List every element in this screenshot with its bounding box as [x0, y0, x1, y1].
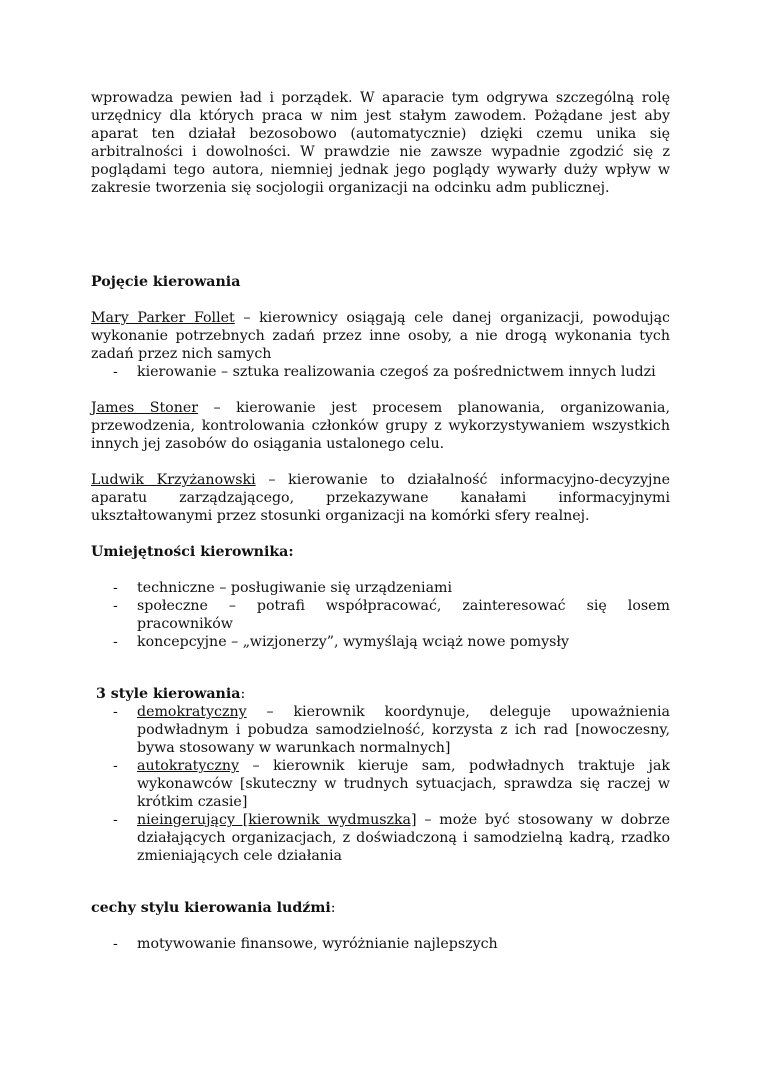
list-item-text: koncepcyjne – „wizjonerzy”, wymyślają wciąż nowe pomysły [137, 634, 570, 650]
style-description: – kierownik koordynuje, deleguje upoważnienia podwładnym i pobudza samodzielność, korzysta z ich rad [nowoczesny, bywa stosowany w warunkach normalnych] [137, 704, 670, 756]
list-item-text: społeczne – potrafi współpracować, zainteresować się losem pracowników [137, 598, 670, 632]
heading-cechy-text: cechy stylu kierowania ludźmi [91, 900, 331, 916]
list-item-text: techniczne – posługiwanie się urządzeniami [137, 580, 453, 596]
list-item-text: motywowanie finansowe, wyróżnianie najlepszych [137, 936, 498, 952]
style-term: nieingerujący [kierownik wydmuszka] [137, 812, 417, 828]
list-item [91, 363, 670, 381]
follet-bullet-text: kierowanie – sztuka realizowania czegoś za pośrednictwem innych ludzi [137, 364, 656, 380]
cechy-list [91, 935, 670, 953]
style-list [91, 703, 670, 865]
bullet-dash: - [113, 936, 118, 952]
definition-follet-text: – kierownicy osiągają cele danej organizacji, powodując wykonanie potrzebnych zadań przez inne osoby, a nie drogą wykonania tych zadań przez nich samych [91, 310, 670, 362]
definition-stoner [91, 399, 670, 453]
umiejetnosci-list [91, 579, 670, 651]
document-page [91, 89, 670, 953]
follet-bullet-list [91, 363, 670, 381]
list-item [91, 703, 670, 757]
bullet-dash: - [113, 812, 118, 828]
list-item [91, 597, 670, 633]
heading-colon: : [240, 686, 246, 702]
heading-colon: : [330, 900, 336, 916]
bullet-dash: - [113, 598, 118, 614]
style-description: – kierownik kieruje sam, podwładnych traktuje jak wykonawców [skuteczny w trudnych sytuacjach, sprawdza się raczej w krótkim czasie] [137, 758, 670, 810]
author-stoner: James Stoner [91, 400, 199, 416]
heading-umiejetnosci: Umiejętności kierownika: [91, 544, 294, 560]
list-item [91, 579, 670, 597]
intro-paragraph: wprowadza pewien ład i porządek. W aparacie tym odgrywa szczególną rolę urzędnicy dla których praca w nim jest stałym zawodem. Pożądane jest aby aparat ten działał bezosobowo (automatycznie) dzięki czemu unika się arbitralności i dowolności. W prawdzie nie zawsze wypadnie zgodzić się z poglądami tego autora, niemniej jednak jego poglądy wywarły duży wpływ w zakresie tworzenia się socjologii organizacji na odcinku adm publicznej. [91, 90, 670, 196]
heading-cechy-stylu [91, 899, 670, 917]
heading-style-text: 3 style kierowania [96, 686, 241, 702]
definition-krzyzanowski [91, 471, 670, 525]
definition-follet [91, 309, 670, 363]
author-krzyzanowski: Ludwik Krzyżanowski [91, 472, 256, 488]
list-item [91, 757, 670, 811]
heading-pojecie-kierowania: Pojęcie kierowania [91, 274, 241, 290]
author-follet: Mary Parker Follet [91, 310, 235, 326]
bullet-dash: - [113, 758, 118, 774]
bullet-dash: - [113, 634, 118, 650]
style-term: demokratyczny [137, 704, 247, 720]
bullet-dash: - [113, 580, 118, 596]
list-item [91, 935, 670, 953]
bullet-dash: - [113, 704, 118, 720]
definition-stoner-text: – kierowanie jest procesem planowania, organizowania, przewodzenia, kontrolowania członków grupy z wykorzystywaniem wszystkich innych jej zasobów do osiągania ustalonego celu. [91, 400, 670, 452]
heading-style-kierowania [96, 685, 670, 703]
style-term: autokratyczny [137, 758, 239, 774]
style-description: – może być stosowany w dobrze działających organizacjach, z doświadczoną i samodzielną kadrą, rzadko zmieniających cele działania [137, 812, 670, 864]
list-item [91, 633, 670, 651]
list-item [91, 811, 670, 865]
definition-krzyzanowski-text: – kierowanie to działalność informacyjno-decyzyjne aparatu zarządzającego, przekazywane kanałami informacyjnymi ukształtowanymi przez stosunki organizacji na komórki sfery realnej. [91, 472, 670, 524]
bullet-dash: - [113, 364, 118, 380]
